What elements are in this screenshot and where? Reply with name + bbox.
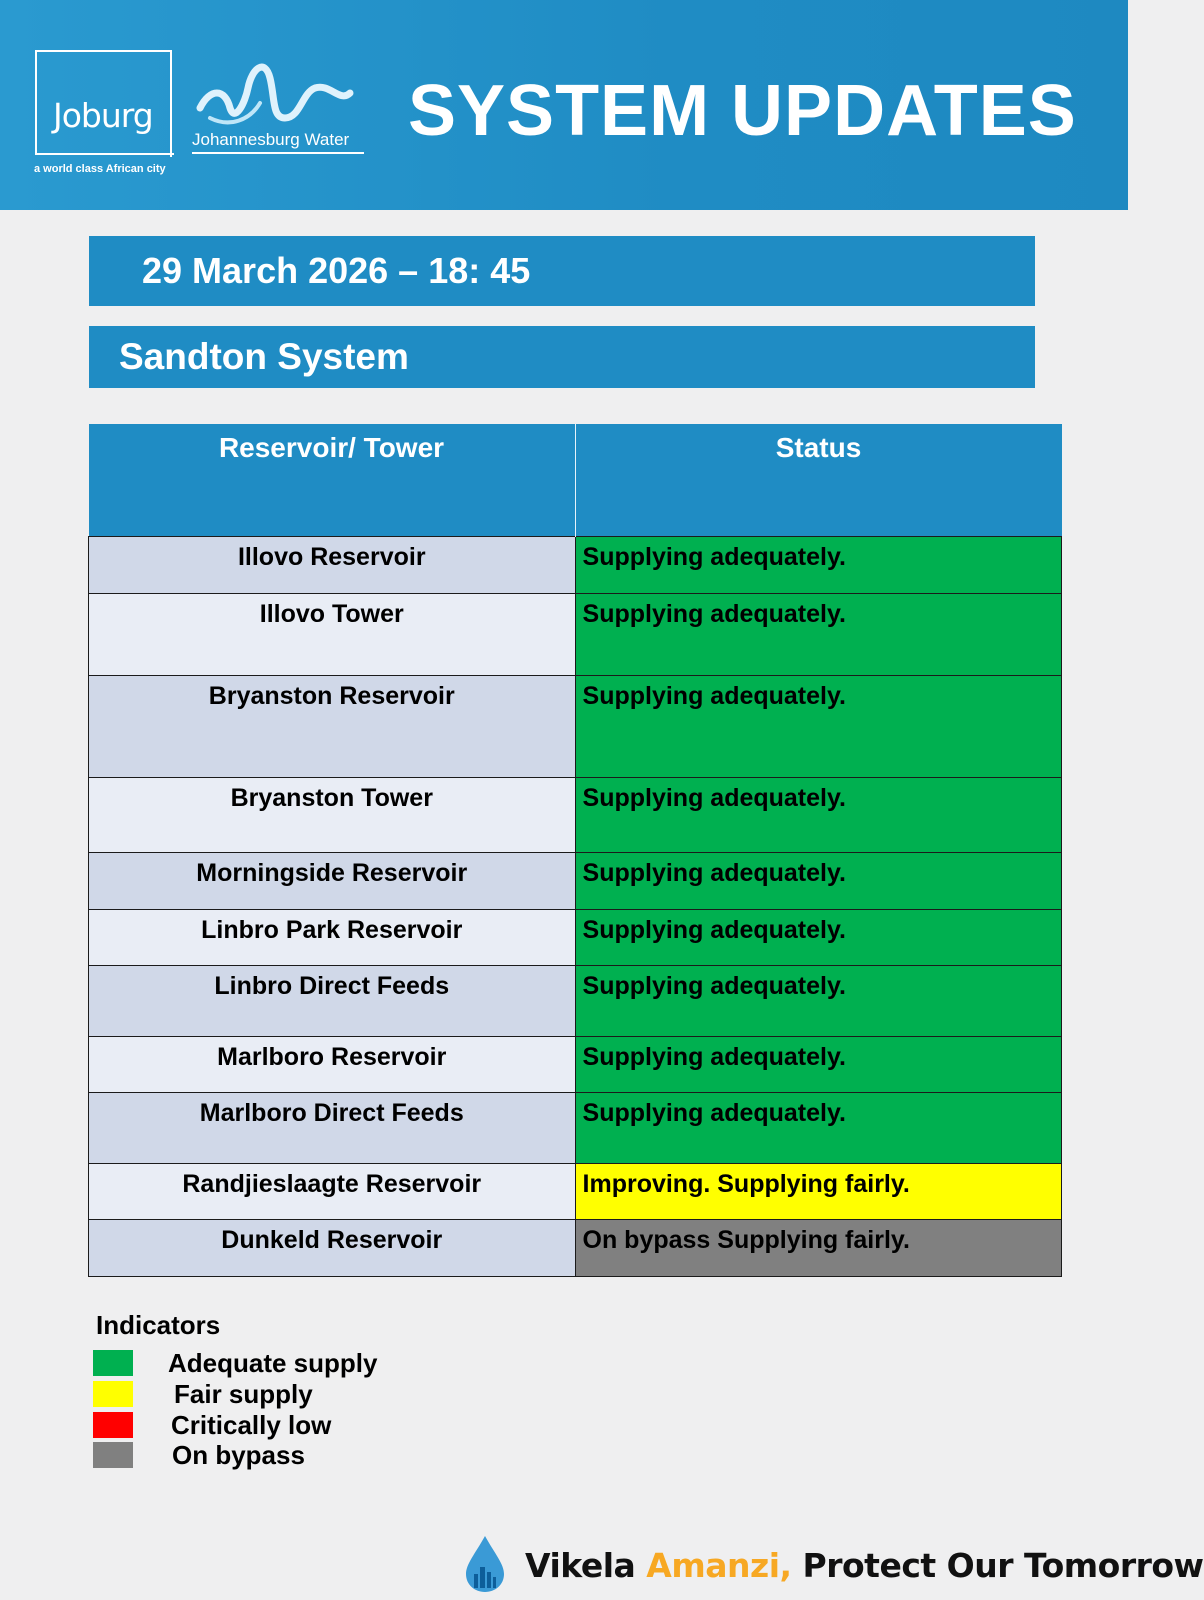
footer-word-protect: Protect Our Tomorrow	[802, 1546, 1204, 1585]
logo-tagline: a world class African city	[34, 163, 166, 175]
status-cell: On bypass Supplying fairly.	[575, 1219, 1061, 1276]
indicators-title: Indicators	[96, 1310, 221, 1340]
table-row	[89, 1163, 1062, 1219]
table-row	[89, 593, 1062, 675]
table-row	[89, 852, 1062, 909]
date-bar	[89, 236, 1035, 306]
legend-label: On bypass	[172, 1440, 305, 1470]
water-drop-icon	[463, 1534, 507, 1594]
indicators-legend	[96, 1310, 220, 1341]
joburg-logo: Joburg	[53, 96, 153, 135]
reservoir-name: Marlboro Reservoir	[89, 1036, 576, 1092]
header-banner	[0, 0, 1128, 210]
footer-word-vikela: Vikela	[525, 1546, 636, 1585]
reservoir-name: Bryanston Tower	[89, 777, 576, 852]
reservoir-name: Dunkeld Reservoir	[89, 1219, 576, 1276]
reservoir-name: Morningside Reservoir	[89, 852, 576, 909]
footer-slogan	[525, 1546, 1204, 1585]
logo-underline	[192, 152, 364, 154]
status-cell: Supplying adequately.	[575, 593, 1061, 675]
johannesburg-water-name: Johannesburg Water	[192, 130, 350, 149]
reservoir-name: Linbro Direct Feeds	[89, 965, 576, 1036]
legend-swatch	[93, 1442, 133, 1468]
status-cell: Supplying adequately.	[575, 1092, 1061, 1163]
system-bar	[89, 326, 1035, 388]
legend-label: Fair supply	[174, 1379, 313, 1409]
status-cell: Supplying adequately.	[575, 1036, 1061, 1092]
column-header-status: Status	[575, 424, 1061, 536]
reservoir-name: Illovo Tower	[89, 593, 576, 675]
status-cell: Supplying adequately.	[575, 965, 1061, 1036]
table-row	[89, 1092, 1062, 1163]
legend-label: Adequate supply	[168, 1348, 378, 1378]
status-cell: Supplying adequately.	[575, 536, 1061, 593]
update-datetime: 29 March 2026 – 18: 45	[142, 250, 531, 291]
reservoir-name: Bryanston Reservoir	[89, 675, 576, 777]
column-header-reservoir: Reservoir/ Tower	[89, 424, 576, 536]
table-row	[89, 675, 1062, 777]
reservoir-name: Randjieslaagte Reservoir	[89, 1163, 576, 1219]
table-row	[89, 909, 1062, 965]
table-row	[89, 1036, 1062, 1092]
system-name: Sandton System	[119, 336, 409, 377]
reservoir-name: Linbro Park Reservoir	[89, 909, 576, 965]
table-header-row	[89, 424, 1062, 536]
status-cell: Supplying adequately.	[575, 777, 1061, 852]
table-row	[89, 777, 1062, 852]
reservoir-name: Illovo Reservoir	[89, 536, 576, 593]
table-row	[89, 965, 1062, 1036]
status-cell: Supplying adequately.	[575, 675, 1061, 777]
status-cell: Supplying adequately.	[575, 852, 1061, 909]
page-title: SYSTEM UPDATES	[408, 71, 1077, 151]
table-row	[89, 1219, 1062, 1276]
status-cell: Improving. Supplying fairly.	[575, 1163, 1061, 1219]
reservoir-name: Marlboro Direct Feeds	[89, 1092, 576, 1163]
footer-word-amanzi: Amanzi,	[646, 1546, 792, 1585]
table-row	[89, 536, 1062, 593]
status-table	[88, 424, 1062, 1277]
status-cell: Supplying adequately.	[575, 909, 1061, 965]
legend-swatch	[93, 1412, 133, 1438]
legend-label: Critically low	[171, 1410, 332, 1440]
legend-swatch	[93, 1350, 133, 1376]
joburg-logo-frame	[35, 50, 172, 155]
legend-swatch	[93, 1381, 133, 1407]
